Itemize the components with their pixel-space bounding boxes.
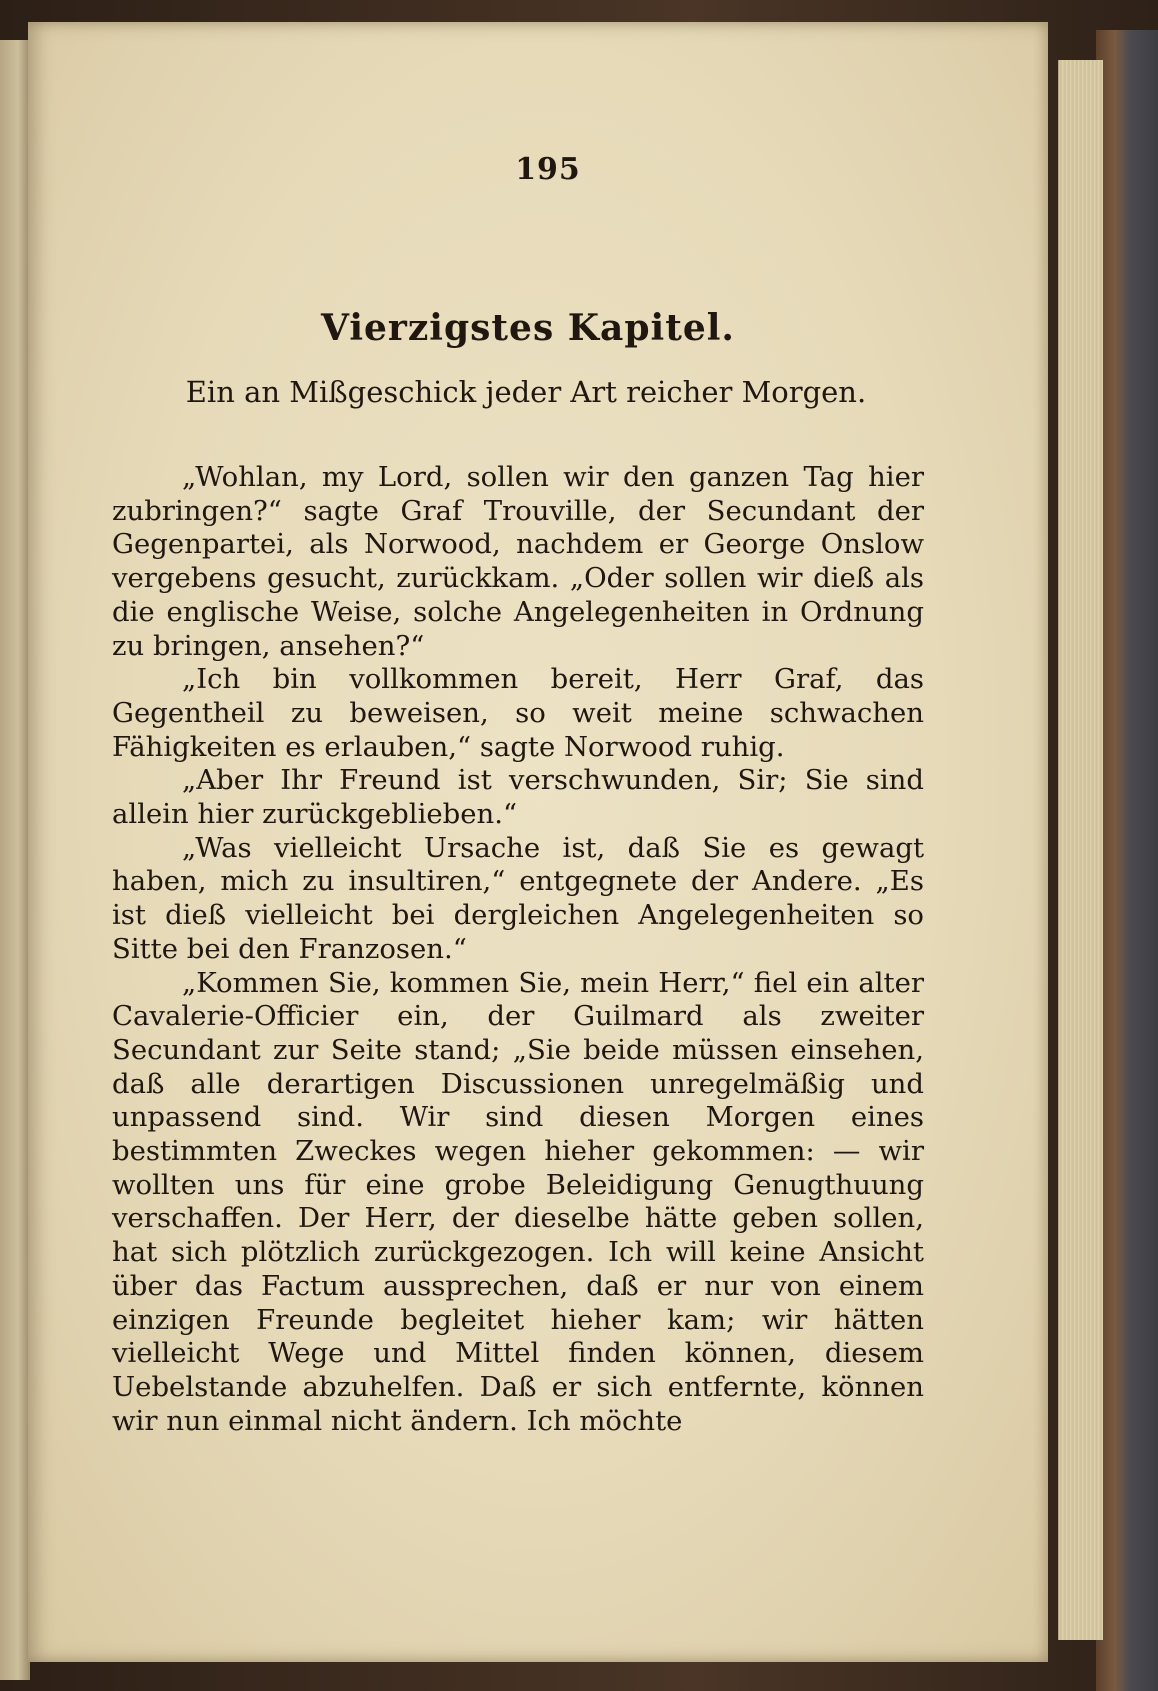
- paragraph-1: „Wohlan, my Lord, sollen wir den ganzen Tag hier zubringen?“ sagte Graf Trouville, der Secundant der Gegenpartei, als Norwood, nachdem er George Onslow vergebens gesucht, zurückkam. „Oder sollen wir dieß als die englische Weise, solche Angelegenheiten in Ordnung zu bringen, ansehen?“: [112, 461, 924, 662]
- chapter-subtitle: Ein an Mißgeschick jeder Art reicher Morgen.: [185, 375, 867, 409]
- paragraph-2: „Ich bin vollkommen bereit, Herr Graf, das Gegentheil zu beweisen, so weit meine schwachen Fähigkeiten es erlauben,“ sagte Norwood ruhig.: [112, 663, 924, 763]
- paragraph-5: „Kommen Sie, kommen Sie, mein Herr,“ fiel ein alter Cavalerie-Officier ein, der Guilmard als zweiter Secundant zur Seite stand; „Sie beide müssen einsehen, daß alle derartigen Discussionen unregelmäßig und unpassend sind. Wir sind diesen Morgen eines bestimmten Zweckes wegen hieher gekommen: — wir wollten uns für eine grobe Beleidigung Genugthuung verschaffen. Der Herr, der dieselbe hätte geben sollen, hat sich plötzlich zurückgezogen. Ich will keine Ansicht über das Factum aussprechen, daß er nur von einem einzigen Freunde begleitet hieher kam; wir hätten vielleicht Wege und Mittel finden können, diesem Uebelstande abzuhelfen. Daß er sich entfernte, können wir nun einmal nicht ändern. Ich möchte: [112, 966, 924, 1437]
- book-cover-edge: [1096, 30, 1158, 1691]
- facing-page-edge: [0, 40, 30, 1680]
- chapter-title: Vierzigstes Kapitel.: [321, 307, 735, 349]
- page-content: [112, 152, 924, 1438]
- body-text: [112, 461, 924, 1438]
- paragraph-3: „Aber Ihr Freund ist verschwunden, Sir; Sie sind allein hier zurückgeblieben.“: [112, 764, 924, 831]
- page-stack-edge: [1058, 60, 1103, 1640]
- paragraph-4: „Was vielleicht Ursache ist, daß Sie es gewagt haben, mich zu insultiren,“ entgegnete der Andere. „Es ist dieß vielleicht bei dergleichen Angelegenheiten so Sitte bei den Franzosen.“: [112, 831, 924, 965]
- page-number: 195: [515, 152, 581, 187]
- book-page: [28, 22, 1048, 1662]
